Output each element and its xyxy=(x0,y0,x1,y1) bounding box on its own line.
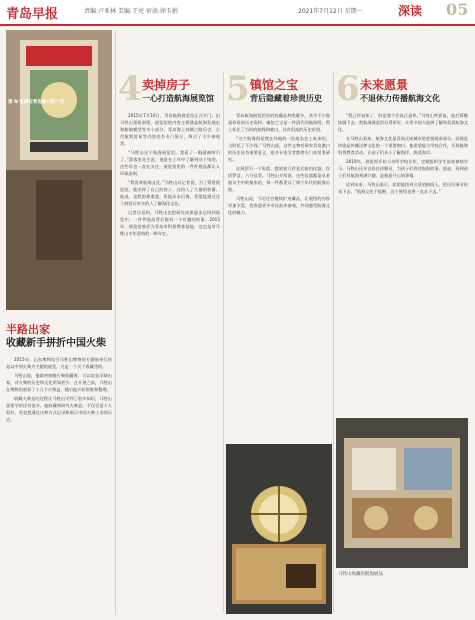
section-4-number: 4 xyxy=(118,69,142,109)
newspaper-header xyxy=(0,0,475,26)
column-divider xyxy=(333,72,334,612)
section-6-subtitle: 不退休力传播航海文化 xyxy=(360,94,440,103)
poster-photo-image xyxy=(6,30,112,310)
section-5-paragraph: 青岛航海展览馆里的收藏品种类繁多，其中不少都是珍贵的历史资料。镇馆之宝是一件清代的航海图，图上标注了当时的航线和港口，具有很高的历史价值。 xyxy=(228,113,330,132)
collection-image xyxy=(336,418,468,568)
section-4-paragraph: 记者注意到，马牲山也把研究成果逐步运用到展览中，一件件展品背后都有一个有趣的故事。2015年，展览馆被评为青岛市科普教育基地，这也是对马牲山多年坚持的一种肯定。 xyxy=(120,210,220,236)
left-article-body xyxy=(6,356,112,616)
left-article-paragraph: 收藏火柴盒的过程让马牲山学到了很多知识，马牲山说要学的还有很多。他收藏和研究火柴盒，不仅仅是个人爱好，更是想通过这种方式记录和展示中国火柴工业的历史。 xyxy=(6,396,112,422)
section-6-paragraph: 谈到未来，马牲山表示，希望能找到合适的接班人，把这份事业传承下去。“航海文化不能断，这个展馆也要一直办下去。” xyxy=(338,182,468,194)
column-divider xyxy=(223,72,224,612)
section-5-paragraph: 在展馆另一个角落，摆放着几件老式船用仪器，包括罗盘、六分仪等。马牲山介绍说，这些仪器都是从老船员手中收集来的，每一件都见证了那个年代的航海历程。 xyxy=(228,166,330,192)
section-6-paragraph: “我已经退休了，但是我不会真正退休。”马牲山笑着说，他打算继续做下去，把航海展览馆办得更好，让更多的人能够了解和喜爱航海文化。 xyxy=(338,113,468,132)
section-6-title: 未来愿景 xyxy=(360,78,409,92)
section-5-paragraph: “这个航海图是我在外地的一次拍卖会上收来的，当时花了不少钱。”马牲山说，这件文物对研究青岛港口的历史具有重要意义，很多专家学者都曾专门来馆里研究。 xyxy=(228,136,330,162)
collection-photo-caption: 马牲山收藏的航海展品 xyxy=(338,572,383,577)
left-photo-caption: 第 N 张漂在青岛港口的广告 xyxy=(8,100,65,105)
section-6-paragraph: 2019年，展览馆开始与多所学校合作，定期组织学生前来参观学习。马牲山还亲自担任讲解员，为孩子们讲述航海故事。他说，看到孩子们对航海充满兴趣，是他最开心的事情。 xyxy=(338,159,468,178)
section-4-paragraph: “我喜欢航海文化。”马牲山对记者说，为了筹建展览馆，他卖掉了自己的房子，还投入了大量的积蓄。他说，虽然困难重重，但他从未后悔，希望能通过这个展馆让更多的人了解海洋文化。 xyxy=(120,180,220,206)
column-divider xyxy=(115,30,116,615)
section-5-title: 镇馆之宝 xyxy=(250,78,299,92)
section-4-paragraph: “马牲山这个航海展览馆，我看了一眼就被吸引了。”游客张先生说，他是在工作中了解到这个馆的，这些年也一直在关注，展览馆里的一件件展品都让人印象深刻。 xyxy=(120,150,220,176)
section-name: 深读 xyxy=(398,4,423,18)
editor-credits: 责编:卢亚林 美编:王亮 审读:徐玉娟 xyxy=(84,8,178,15)
newspaper-logo: 青岛早报 xyxy=(6,7,59,22)
collection-photo xyxy=(336,418,468,568)
section-6-body xyxy=(338,112,468,417)
instruments-photo xyxy=(226,444,332,614)
page-number: 05 xyxy=(446,0,469,19)
left-article-subtitle: 收藏新手拼折中国火柴 xyxy=(6,338,106,349)
section-5-number: 5 xyxy=(226,69,250,109)
section-5-paragraph: 马牲山说，今后还会继续扩充藏品，让展馆的内容更加丰富，也欢迎更多市民前来参观，共同感受航海文化的魅力。 xyxy=(228,196,330,215)
left-article-paragraph: 马牲山说，他最初接触火柴收藏时，可以说是半路出家，对火柴的历史和文化所知甚少。在开展之前，马牲山在博物馆观看了十几个火柴盒，随后他开始收集和整理。 xyxy=(6,373,112,392)
issue-date: 2021年7月12日 星期一 xyxy=(298,8,363,15)
instruments-image xyxy=(226,444,332,614)
left-photo xyxy=(6,30,112,310)
section-6-number: 6 xyxy=(336,69,360,109)
section-4-subtitle: 一心打造航海展览馆 xyxy=(142,94,214,103)
section-4-title: 卖掉房子 xyxy=(142,78,191,92)
section-6-paragraph: 在马牲山看来，航海文化是青岛这座城市的重要组成部分，而展览馆就是传播这种文化的一个重要窗口。他希望能与学校合作，开展航海科普教育活动，让孩子们从小了解海洋、热爱海洋。 xyxy=(338,136,468,155)
left-article-title: 半路出家 xyxy=(6,323,50,336)
section-4-paragraph: 2015年7月10日，青岛航海展览馆正式开门。由马牲山领衔创建，展览馆的内容主要涵盖航海发展史和船舶模型等多个部分，青岛海上丝绸之路历史、古代航海贸易等内容也有专门展示，吸引了不少参观者。 xyxy=(120,113,220,146)
section-4-body xyxy=(120,112,220,612)
left-article-paragraph: 2015年，山东博物馆引马牲山博物馆专题展举行的是以中国火柴为主题的展览，这是一个关于收藏里的。 xyxy=(6,357,112,369)
section-5-subtitle: 背后隐藏着珍贵历史 xyxy=(250,94,322,103)
